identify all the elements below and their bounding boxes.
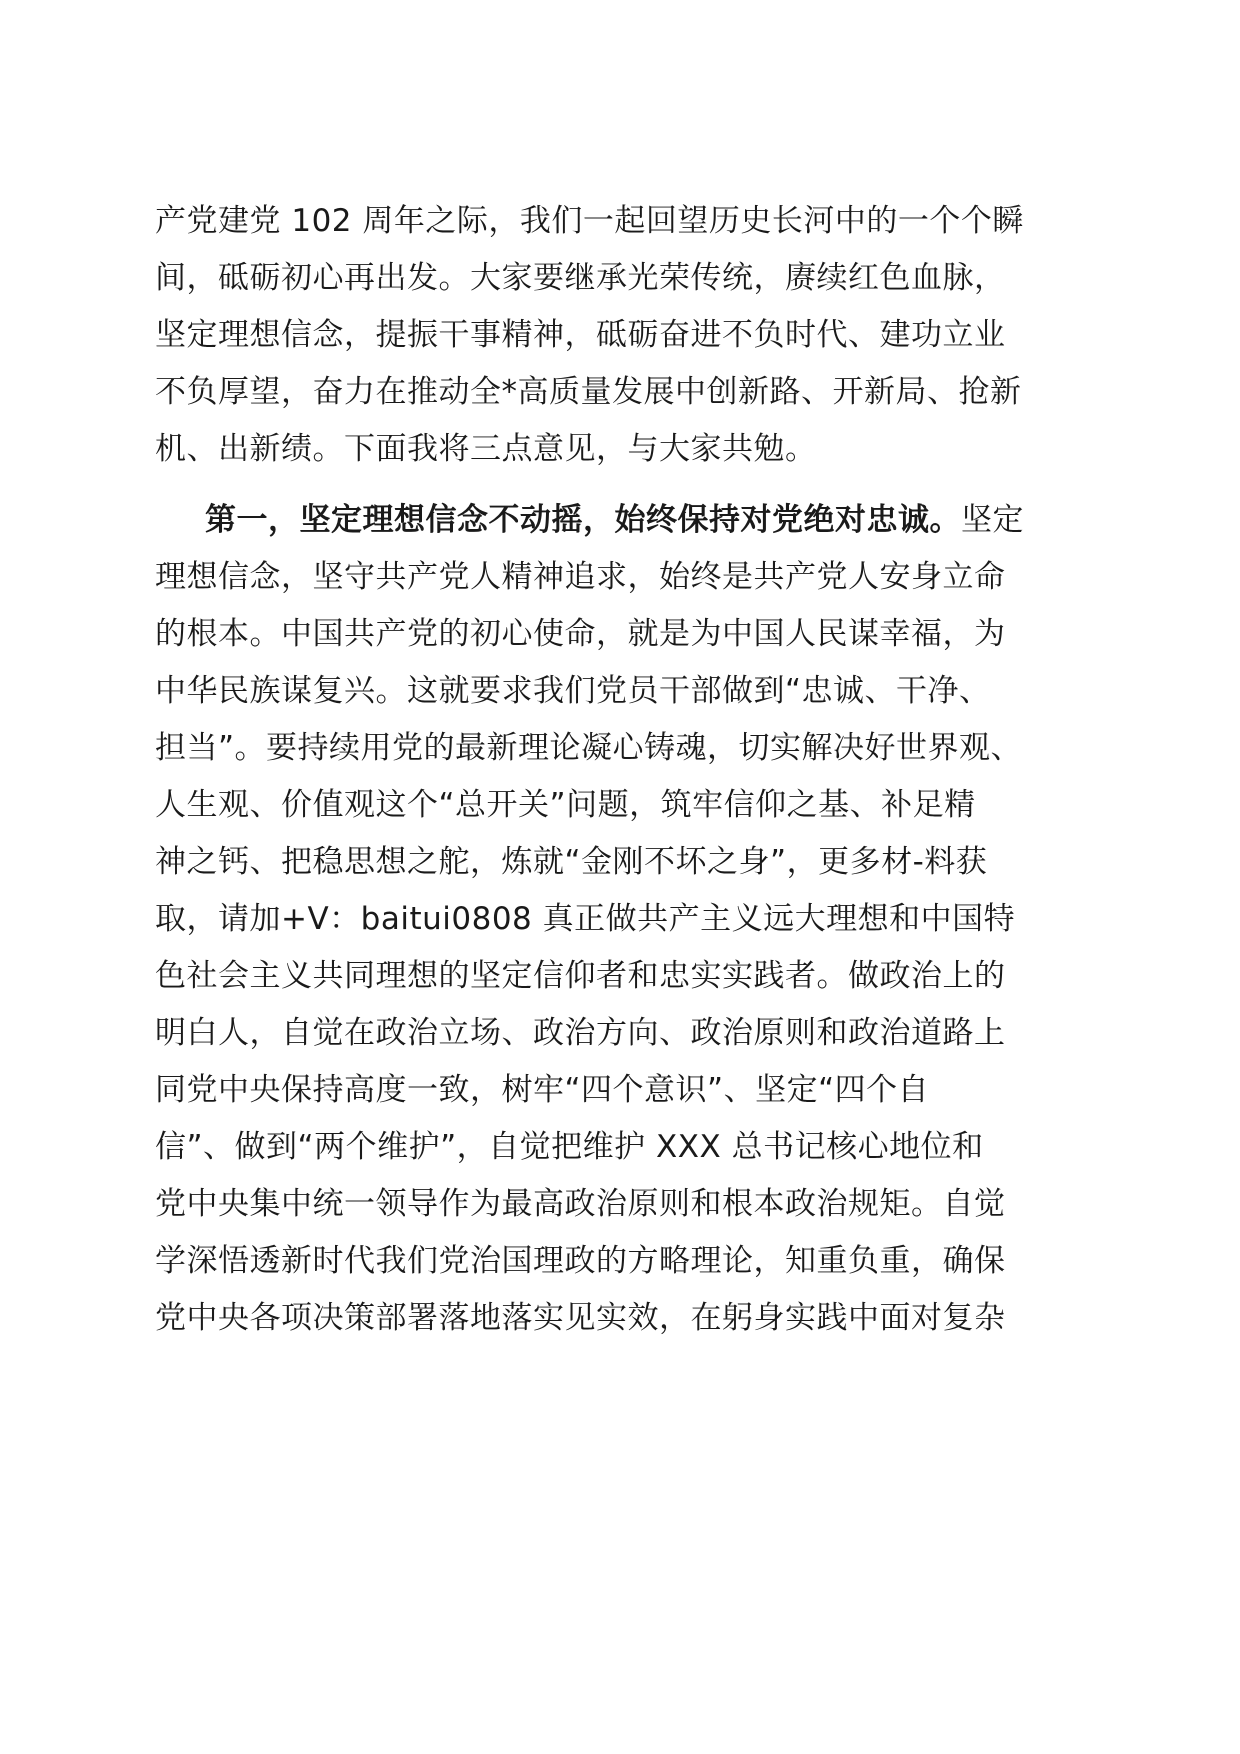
text-line: 色社会主义共同理想的坚定信仰者和忠实实践者。做政治上的 [155,958,1006,994]
text-line: 不负厚望，奋力在推动全*高质量发展中创新路、开新局、抢新 [155,374,1022,410]
text-line: 的根本。中国共产党的初心使命，就是为中国人民谋幸福，为 [155,616,1006,652]
text-line: 中华民族谋复兴。这就要求我们党员干部做到“忠诚、干净、 [155,673,991,709]
text-line: 党中央各项决策部署落地落实见实效，在躬身实践中面对复杂 [155,1300,1006,1336]
text-line: 神之钙、把稳思想之舵，炼就“金刚不坏之身”，更多材-料获 [155,844,988,880]
text-line: 机、出新绩。下面我将三点意见，与大家共勉。 [155,431,817,467]
first-line-rest: 坚定 [961,502,1024,538]
text-line: 间，砥砺初心再出发。大家要继承光荣传统，赓续红色血脉， [155,260,1006,296]
text-line: 明白人，自觉在政治立场、政治方向、政治原则和政治道路上 [155,1015,1006,1051]
text-line: 担当”。要持续用党的最新理论凝心铸魂，切实解决好世界观、 [155,730,1023,766]
text-line: 学深悟透新时代我们党治国理政的方略理论，知重负重，确保 [155,1243,1006,1279]
paragraph-first-line [205,488,1095,552]
text-line: 同党中央保持高度一致，树牢“四个意识”、坚定“四个自 [155,1072,930,1108]
section-heading: 第一，坚定理想信念不动摇，始终保持对党绝对忠诚。 [205,502,961,538]
text-line: 信”、做到“两个维护”，自觉把维护 XXX 总书记核心地位和 [155,1129,984,1165]
text-line: 坚定理想信念，提振干事精神，砥砺奋进不负时代、建功立业 [155,317,1006,353]
text-line: 取，请加+V：baitui0808 真正做共产主义远大理想和中国特 [155,901,1016,937]
text-line: 人生观、价值观这个“总开关”问题，筑牢信仰之基、补足精 [155,787,976,823]
text-line: 党中央集中统一领导作为最高政治原则和根本政治规矩。自觉 [155,1186,1006,1222]
text-line: 理想信念，坚守共产党人精神追求，始终是共产党人安身立命 [155,559,1006,595]
text-line: 产党建党 102 周年之际，我们一起回望历史长河中的一个个瞬 [155,203,1024,239]
